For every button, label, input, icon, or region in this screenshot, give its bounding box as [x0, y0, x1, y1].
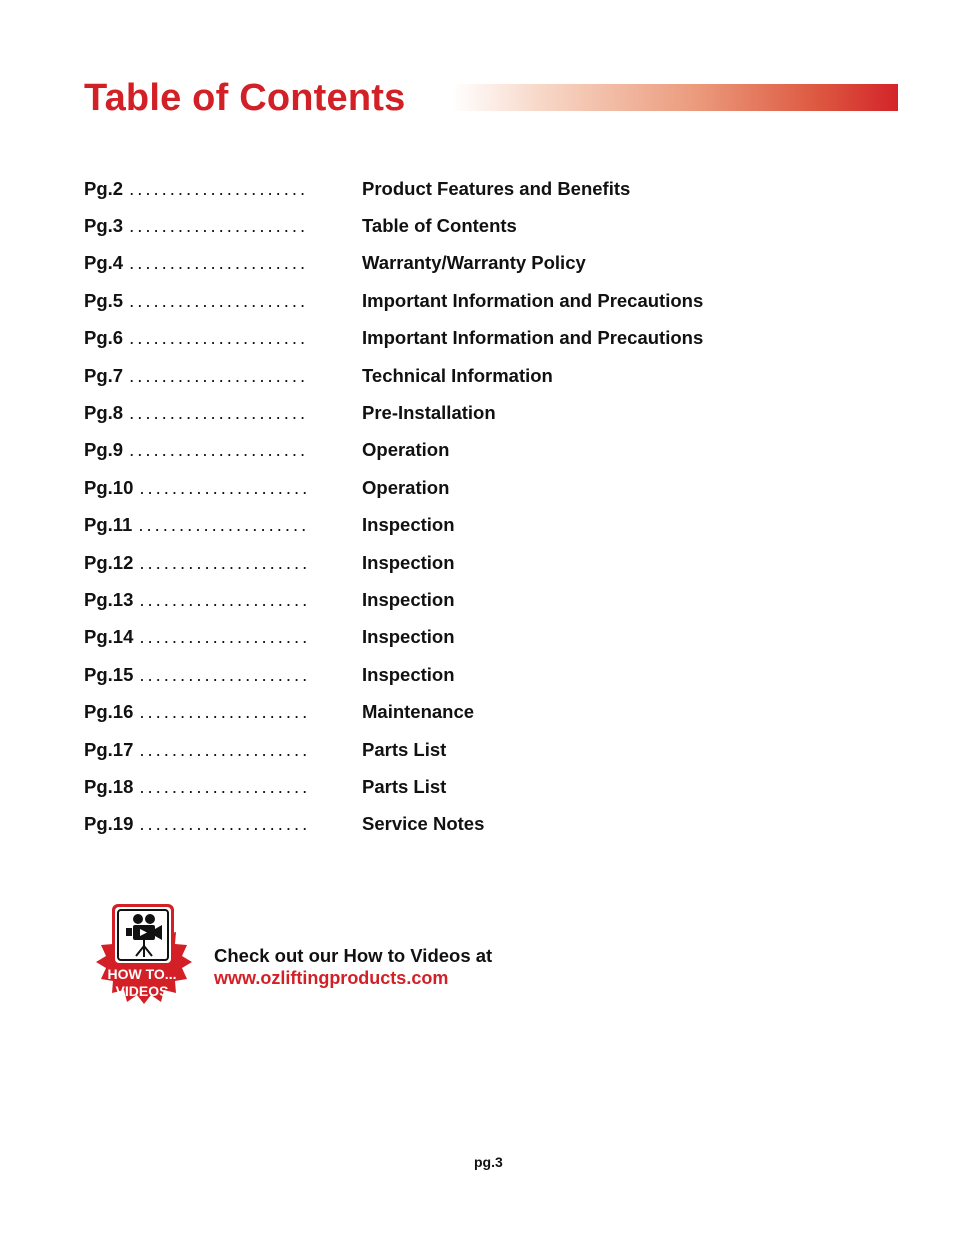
toc-entry-title: Technical Information	[362, 364, 553, 386]
toc-leader-dots: .....................	[139, 663, 311, 685]
toc-leader-dots: ......................	[129, 402, 309, 424]
toc-row[interactable]	[84, 507, 804, 544]
title-gradient-bar	[452, 84, 898, 111]
toc-page-number: Pg.11	[84, 514, 133, 536]
toc-entry-title: Pre-Installation	[362, 402, 496, 424]
toc-leader-dots: ......................	[129, 177, 309, 199]
toc-page-number: Pg.10	[84, 476, 134, 498]
toc-leader-dots: .....................	[139, 775, 311, 797]
toc-page-number: Pg.17	[84, 738, 134, 760]
toc-entry-title: Important Information and Precautions	[362, 327, 704, 349]
toc-row[interactable]	[84, 619, 804, 656]
toc-page-number: Pg.4	[84, 252, 124, 274]
toc-leader-dots: .....................	[139, 476, 311, 498]
toc-leader-dots: .....................	[139, 626, 311, 648]
toc-entry-title: Parts List	[362, 738, 447, 760]
toc-page-number: Pg.5	[84, 289, 124, 311]
toc-entry-title: Inspection	[362, 514, 455, 536]
toc-page-number: Pg.2	[84, 177, 124, 199]
toc-page-number: Pg.6	[84, 327, 124, 349]
toc-leader-dots: ......................	[129, 364, 309, 386]
toc-row[interactable]	[84, 320, 804, 357]
toc-row[interactable]	[84, 768, 804, 805]
toc-entry-title: Important Information and Precautions	[362, 289, 704, 311]
toc-entry-title: Service Notes	[362, 813, 485, 835]
toc-entry-title: Inspection	[362, 626, 455, 648]
toc-leader-dots: .....................	[139, 588, 311, 610]
toc-row[interactable]	[84, 394, 804, 431]
toc-entry-title: Table of Contents	[362, 215, 517, 237]
toc-row[interactable]	[84, 693, 804, 730]
toc-row[interactable]	[84, 731, 804, 768]
badge-label-line2: VIDEOS	[115, 983, 169, 999]
toc-page-number: Pg.9	[84, 439, 124, 461]
toc-leader-dots: ......................	[129, 252, 309, 274]
toc-entry-title: Product Features and Benefits	[362, 177, 631, 199]
toc-row[interactable]	[84, 544, 804, 581]
toc-entry-title: Inspection	[362, 588, 455, 610]
promo-text: Check out our How to Videos at	[214, 945, 493, 966]
toc-leader-dots: .....................	[139, 551, 311, 573]
toc-entry-title: Inspection	[362, 663, 455, 685]
toc-row[interactable]	[84, 806, 804, 843]
toc-leader-dots: ......................	[129, 215, 309, 237]
toc-page-number: Pg.7	[84, 364, 124, 386]
toc-row[interactable]	[84, 282, 804, 319]
toc-entry-title: Inspection	[362, 551, 455, 573]
toc-row[interactable]	[84, 170, 804, 207]
toc-page-number: Pg.3	[84, 215, 124, 237]
toc-leader-dots: ......................	[129, 439, 309, 461]
toc-row[interactable]	[84, 469, 804, 506]
toc-row[interactable]	[84, 656, 804, 693]
toc-entry-title: Warranty/Warranty Policy	[362, 252, 586, 274]
toc-leader-dots: ......................	[129, 327, 309, 349]
toc-entry-title: Operation	[362, 439, 450, 461]
toc-row[interactable]	[84, 357, 804, 394]
toc-leader-dots: .....................	[139, 701, 311, 723]
toc-page-number: Pg.8	[84, 402, 124, 424]
toc-page-number: Pg.18	[84, 775, 134, 797]
toc-page-number: Pg.12	[84, 551, 134, 573]
toc-page-number: Pg.14	[84, 626, 134, 648]
toc-leader-dots: .....................	[139, 813, 311, 835]
toc-entry-title: Parts List	[362, 775, 447, 797]
toc-page-number: Pg.16	[84, 701, 134, 723]
toc-row[interactable]	[84, 581, 804, 618]
table-of-contents	[84, 170, 804, 843]
toc-leader-dots: ......................	[129, 289, 309, 311]
promo-link[interactable]: www.ozliftingproducts.com	[214, 968, 449, 988]
page-number: pg.3	[474, 1154, 503, 1170]
toc-row[interactable]	[84, 432, 804, 469]
how-to-videos-promo	[84, 900, 684, 1030]
toc-leader-dots: .....................	[139, 738, 311, 760]
toc-entry-title: Maintenance	[362, 701, 475, 723]
toc-entry-title: Operation	[362, 476, 450, 498]
toc-leader-dots: .....................	[138, 514, 310, 536]
toc-page-number: Pg.13	[84, 588, 134, 610]
badge-label-line1: HOW TO...	[107, 966, 177, 982]
toc-page-number: Pg.15	[84, 663, 134, 685]
page-title: Table of Contents	[84, 77, 406, 119]
toc-page-number: Pg.19	[84, 813, 134, 835]
how-to-videos-badge[interactable]	[84, 902, 204, 1024]
toc-row[interactable]	[84, 245, 804, 282]
toc-row[interactable]	[84, 207, 804, 244]
